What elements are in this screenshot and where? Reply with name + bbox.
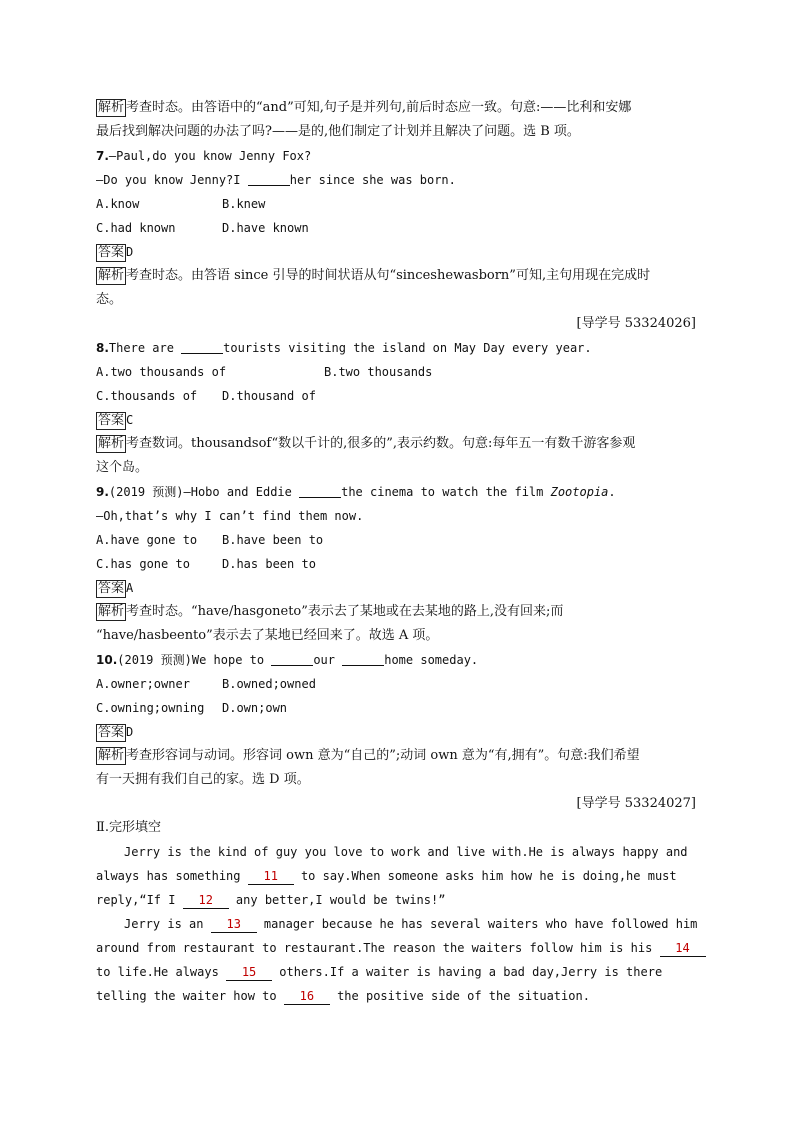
answer-tag: 答案 <box>98 725 125 740</box>
passage-line: Jerry is the kind of guy you love to work and live with.He is always happy and <box>124 845 688 859</box>
answer-blank <box>299 483 341 498</box>
passage-line: to life.He always 15 others.If a waiter is having a bad day,Jerry is there <box>96 965 663 979</box>
q10-answer: 答案 D <box>98 725 134 740</box>
q8-analysis-line2: 这个岛。 <box>96 460 149 475</box>
analysis-tag: 解析 <box>98 604 125 619</box>
cloze-blank-15: 15 <box>226 964 272 981</box>
section-title: Ⅱ.完形填空 <box>96 820 161 835</box>
passage-line: around from restaurant to restaurant.The reason the waiters follow him is his 14 <box>96 936 696 960</box>
q7-stem-line2: —Do you know Jenny?I her since she was born. <box>96 173 456 187</box>
passage-line: telling the waiter how to 16 the positive side of the situation. <box>96 989 590 1003</box>
q7-analysis-line1: 解析 考查时态。由答语 since 引导的时间状语从句“sinceshewasborn”可知,主句用现在完成时 <box>98 268 651 283</box>
q8-options-row1: A.two thousands of B.two thousands <box>96 365 433 379</box>
q10-analysis-line1: 解析 考查形容词与动词。形容词 own 意为“自己的”;动词 own 意为“有,拥有”。句意:我们希望 <box>98 748 640 763</box>
cloze-blank-13: 13 <box>211 916 257 933</box>
q8-analysis-line1: 解析 考查数词。thousandsof“数以千计的,很多的”,表示约数。句意:每年五一有数千游客参观 <box>98 436 636 451</box>
analysis-tag: 解析 <box>98 100 125 115</box>
q8-answer: 答案 C <box>98 413 134 428</box>
q9-options-row2: C.has gone to D.has been to <box>96 557 316 571</box>
q10-ref-number: [导学号 53324027] <box>576 796 696 811</box>
q9-answer: 答案 A <box>98 581 134 596</box>
q10-options-row1: A.owner;owner B.owned;owned <box>96 677 316 691</box>
analysis-tag: 解析 <box>98 268 125 283</box>
q7-options-row2: C.had known D.have known <box>96 221 309 235</box>
page-content <box>96 96 696 1008</box>
q9-stem-line1: 9.(2019 预测)—Hobo and Eddie the cinema to watch the film Zootopia. <box>96 485 616 499</box>
passage-line: reply,“If I 12 any better,I would be twins!” <box>96 893 446 907</box>
q6-analysis-line2: 最后找到解决问题的办法了吗?——是的,他们制定了计划并且解决了问题。选 B 项。 <box>96 124 580 139</box>
q7-stem-line1: 7.—Paul,do you know Jenny Fox? <box>96 149 312 163</box>
q10-stem-line1: 10.(2019 预测)We hope to our home someday. <box>96 653 479 667</box>
cloze-blank-14: 14 <box>660 940 706 957</box>
q7-options-row1: A.know B.knew <box>96 197 266 211</box>
answer-blank <box>248 171 290 186</box>
q9-analysis-line1: 解析 考查时态。“have/hasgoneto”表示去了某地或在去某地的路上,没有回来;而 <box>98 604 564 619</box>
answer-tag: 答案 <box>98 581 125 596</box>
q6-analysis-line1: 解析 考查时态。由答语中的“and”可知,句子是并列句,前后时态应一致。句意:——比利和安娜 <box>98 100 632 115</box>
q7-answer: 答案 D <box>98 245 134 260</box>
q8-options-row2: C.thousands of D.thousand of <box>96 389 316 403</box>
cloze-blank-16: 16 <box>284 988 330 1005</box>
answer-tag: 答案 <box>98 413 125 428</box>
q8-stem-line1: 8.There are tourists visiting the island on May Day every year. <box>96 341 592 355</box>
answer-blank <box>271 651 313 666</box>
q9-options-row1: A.have gone to B.have been to <box>96 533 324 547</box>
analysis-tag: 解析 <box>98 436 125 451</box>
q10-options-row2: C.owning;owning D.own;own <box>96 701 288 715</box>
q10-analysis-line2: 有一天拥有我们自己的家。选 D 项。 <box>96 772 310 787</box>
q7-ref-number: [导学号 53324026] <box>576 316 696 331</box>
film-title: Zootopia <box>550 485 609 499</box>
q7-analysis-line2: 态。 <box>96 292 123 307</box>
q9-analysis-line2: “have/hasbeento”表示去了某地已经回来了。故选 A 项。 <box>96 628 439 643</box>
cloze-blank-12: 12 <box>183 892 229 909</box>
answer-tag: 答案 <box>98 245 125 260</box>
q9-stem-line2: —Oh,that’s why I can’t find them now. <box>96 509 364 523</box>
passage-line: always has something 11 to say.When someone asks him how he is doing,he must <box>96 869 677 883</box>
analysis-tag: 解析 <box>98 748 125 763</box>
answer-blank <box>181 339 223 354</box>
cloze-blank-11: 11 <box>248 868 294 885</box>
answer-blank <box>342 651 384 666</box>
passage-line: Jerry is an 13 manager because he has several waiters who have followed him <box>124 917 698 931</box>
